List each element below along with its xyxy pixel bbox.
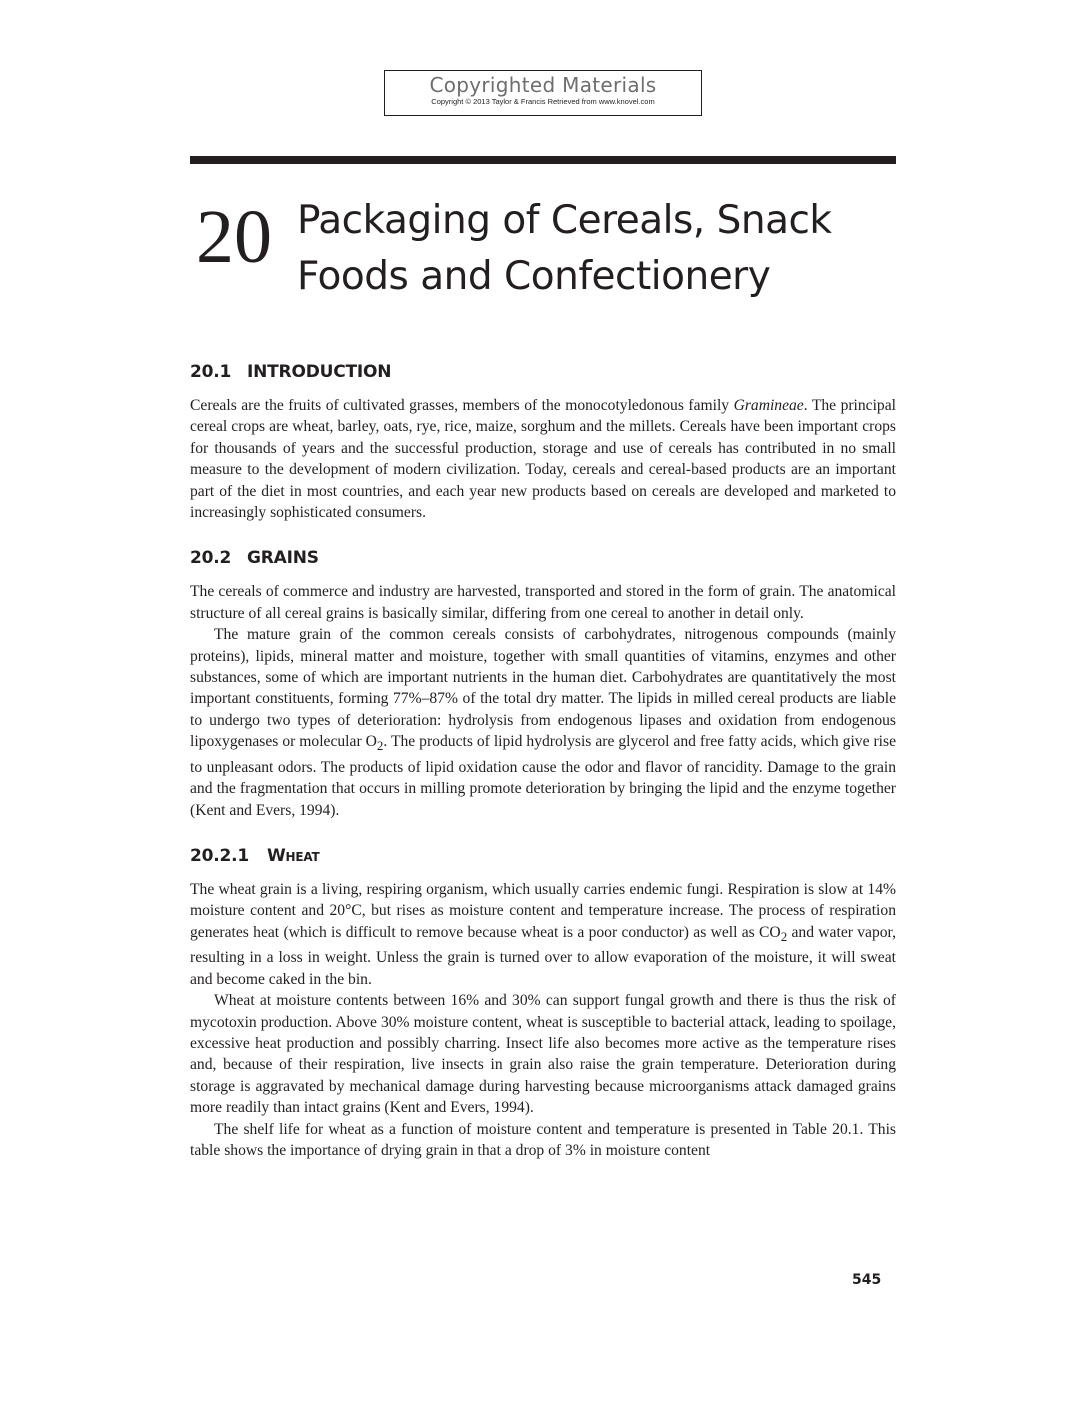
paragraph: The mature grain of the common cereals consists of carbohydrates, nitrogenous compounds (mainly proteins), lipids, mineral matter and moisture, together with small quantities of vitamins, enzymes and other substances, some of which are important nutrients in the human diet. Carbohydrates are quantitatively the most important constituents, forming 77%–87% of the total dry matter. The lipids in milled cereal products are liable to undergo two types of deterioration: hydrolysis from endogenous lipases and oxidation from endogenous lipoxygenases or molecular $O_2$. The products of lipid hydrolysis are glycerol and free fatty acids, which give rise to unpleasant odors. The products of lipid oxidation cause the odor and flavor of rancidity. Damage to the grain and the fragmentation that occurs in milling promote deterioration by bringing the lipid and the enzyme together (Kent and Evers, 1994).	[190, 626, 896, 819]
paragraph: Cereals are the fruits of cultivated grasses, members of the monocotyledonous family Gramineae. The principal cereal crops are wheat, barley, oats, rye, rice, maize, sorghum and the millets. Cereals have been important crops for thousands of years and the successful production, storage and use of cereals has contributed in no small measure to the development of modern civilization. Today, cereals and cereal-based products are an important part of the diet in most countries, and each year new products based on cereals are developed and marketed to increasingly sophisticated consumers.	[190, 397, 896, 522]
copyright-stamp	[384, 70, 702, 116]
section-number: 20.2	[190, 548, 232, 569]
chapter-title: Packaging of Cereals, Snack Foods and Confectionery	[297, 198, 832, 299]
paragraph: The shelf life for wheat as a function of moisture content and temperature is presented in Table 20.1. This table shows the importance of drying grain in that a drop of 3% in moisture content	[190, 1120, 896, 1159]
stamp-title: Copyrighted Materials	[429, 73, 657, 97]
paragraph: Wheat at moisture contents between 16% and 30% can support fungal growth and there is thus the risk of mycotoxin production. Above 30% moisture content, wheat is susceptible to bacterial attack, leading to spoilage, excessive heat production and possibly charring. Insect life also becomes more active as the temperature rises and, because of their respiration, live insects in grain also raise the grain temperature. Deterioration during storage is aggravated by mechanical damage during harvesting because microorganisms attack damaged grains more readily than intact grains (Kent and Evers, 1994).	[190, 992, 896, 1117]
section-number: 20.2.1	[190, 846, 250, 867]
paragraph: The cereals of commerce and industry are harvested, transported and stored in the form of grain. The anatomical structure of all cereal grains is basically similar, differing from one cereal to another in detail only.	[190, 583, 896, 622]
paragraph: The wheat grain is a living, respiring organism, which usually carries endemic fungi. Respiration is slow at 14% moisture content and 20°C, but rises as moisture content and temperature increase. The process of respiration generates heat (which is difficult to remove because wheat is a poor conductor) as well as $CO_2$ and water vapor, resulting in a loss in weight. Unless the grain is turned over to allow evaporation of the moisture, it will sweat and become caked in the bin.	[190, 881, 897, 988]
chapter-number: 20	[196, 195, 272, 279]
section-number: 20.1	[190, 362, 232, 382]
chapter-rule	[190, 156, 896, 164]
section-title: INTRODUCTION	[247, 362, 392, 382]
page-body	[190, 357, 896, 1161]
page-number: 545	[852, 1272, 882, 1288]
section-title: Wheat	[267, 846, 320, 867]
section-heading-grains	[190, 543, 896, 573]
stamp-subtitle: Copyright © 2013 Taylor & Francis Retrieved from www.knovel.com	[431, 97, 655, 106]
section-title: GRAINS	[247, 548, 319, 569]
subsection-heading-wheat	[190, 841, 896, 871]
section-heading-introduction	[190, 357, 896, 387]
